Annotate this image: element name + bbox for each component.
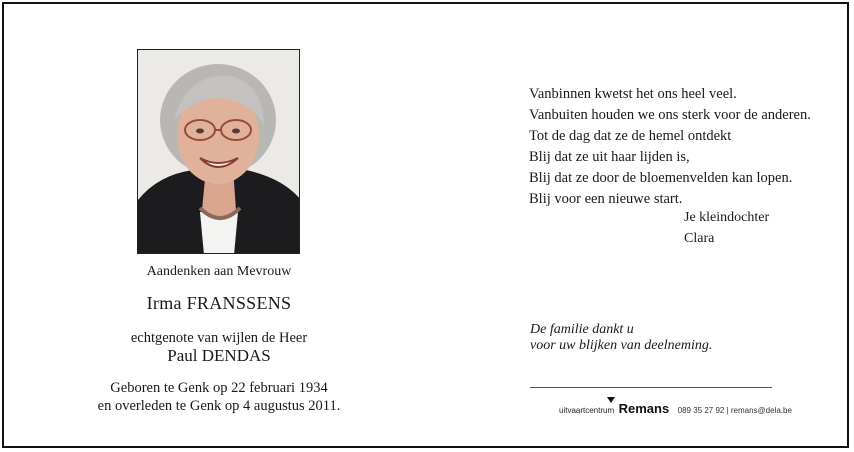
life-dates xyxy=(84,379,354,415)
poem-line: Blij voor een nieuwe start. xyxy=(529,191,683,207)
funeral-home-logo xyxy=(619,401,670,416)
footer-divider xyxy=(530,387,772,388)
poem-line: Blij dat ze uit haar lijden is, xyxy=(529,149,690,165)
triangle-logo-icon xyxy=(607,397,615,403)
brand-name: Remans xyxy=(618,401,670,416)
signature-name: Clara xyxy=(684,231,715,246)
family-thanks xyxy=(530,322,712,354)
poem-line: Tot de dag dat ze de hemel ontdekt xyxy=(529,128,732,144)
memorial-card xyxy=(2,2,849,448)
poem-line: Vanbuiten houden we ons sterk voor de anderen. xyxy=(529,107,811,123)
death-line: en overleden te Genk op 4 augustus 2011. xyxy=(97,398,341,414)
signature-relation: Je kleindochter xyxy=(684,210,770,225)
birth-line: Geboren te Genk op 22 februari 1934 xyxy=(110,380,328,396)
deceased-name: Irma FRANSSENS xyxy=(146,293,292,313)
poem-line: Vanbinnen kwetst het ons heel veel. xyxy=(529,86,737,102)
poem-signature xyxy=(684,207,769,249)
thanks-line-2: voor uw blijken van deelneming. xyxy=(530,338,713,353)
thanks-line-1: De familie dankt u xyxy=(530,322,634,337)
portrait-photo xyxy=(137,49,300,254)
poem-line: Blij dat ze door de bloemenvelden kan lopen. xyxy=(529,170,793,186)
spouse-name: Paul DENDAS xyxy=(167,346,271,365)
poem xyxy=(529,84,811,210)
footer-contact: 089 35 27 92 | remans@dela.be xyxy=(677,406,792,415)
spouse-intro: echtgenote van wijlen de Heer xyxy=(130,330,308,346)
footer-prefix: uitvaartcentrum xyxy=(559,406,615,415)
memorial-label: Aandenken aan Mevrouw xyxy=(146,264,292,279)
funeral-home-footer xyxy=(559,400,792,418)
